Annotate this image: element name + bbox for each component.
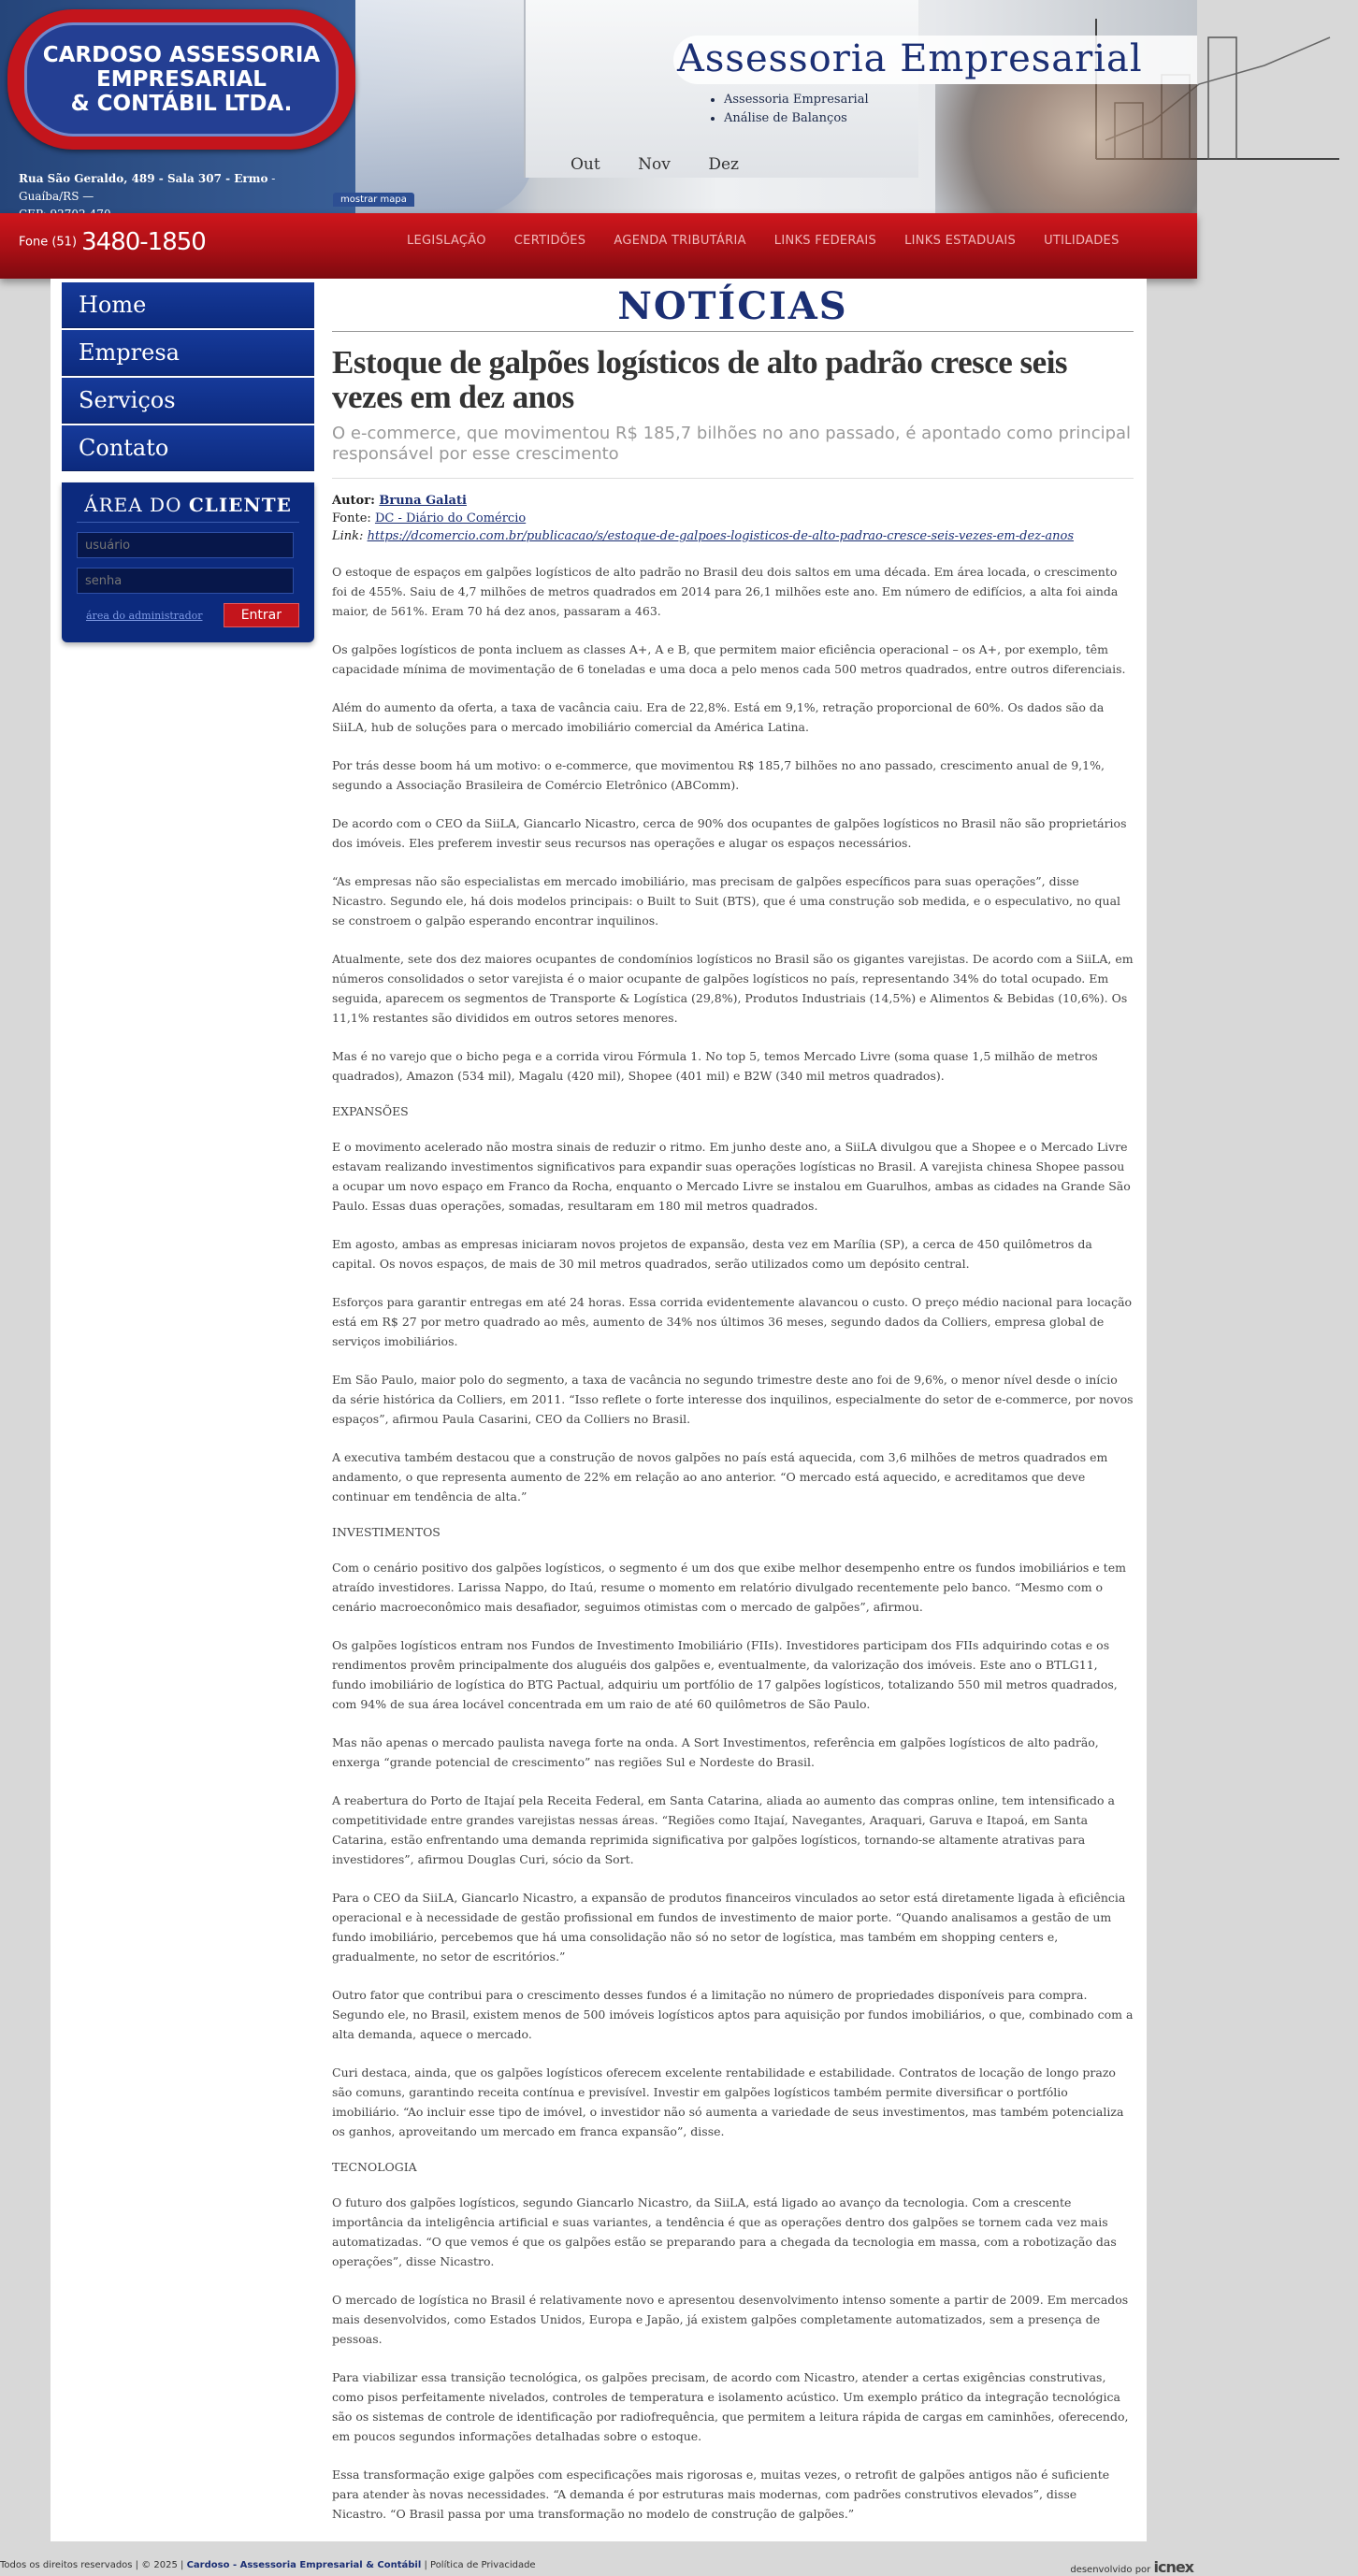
article-section-heading: INVESTIMENTOS [332,1525,441,1539]
article-paragraph: A reabertura do Porto de Itajaí pela Receita Federal, em Santa Catarina, aliada ao aumento das compras online, tem intensificado a competitividade entre grandes varejistas nessas áreas. “Regiões como Itajaí, Navegantes, Araquari, Garuva e Itapoá, em Santa Catarina, estão enfrentando uma demanda reprimida significativa por galpões logísticos, tornando-se altamente atrativas para investidores”, afirmou Douglas Curi, sócio da Sort. [332,1793,1116,1866]
phone-prefix: Fone (51) [19,235,78,250]
client-title-prefix: ÁREA DO [84,494,189,516]
article-section-heading: TECNOLOGIA [332,2160,417,2174]
address-city: - Guaíba/RS — [19,172,276,203]
section-title: NOTÍCIAS [332,282,1134,332]
footer-separator: | [421,2560,431,2570]
article-paragraph: “As empresas não são especialistas em mercado imobiliário, mas precisam de galpões específicos para suas operações”, disse Nicastro. Segundo ele, há dois modelos principais: o Built to Suit (BTS), que é uma construção sob medida, e o especulativo, no qual se constroem o galpão esperando encontrar inquilinos. [332,874,1121,928]
site-header [0,0,1197,213]
nav-legislacao[interactable]: LEGISLAÇÃO [407,234,486,248]
footer-rights: Todos os direitos reservados | © 2025 | [0,2560,187,2570]
article-paragraph: Outro fator que contribui para o crescimento desses fundos é a limitação no número de propriedades disponíveis para compra. Segundo ele, no Brasil, existem menos de 500 imóveis logísticos aptos para aquisição por fundos imobiliários, o que, combinado com a alta demanda, aquece o mercado. [332,1988,1134,2041]
whiteboard-labels [571,155,739,174]
article-meta [332,492,1134,545]
logo-inner [24,22,339,137]
nav-links-federais[interactable]: LINKS FEDERAIS [773,234,877,248]
footer-credit [1070,2558,1193,2576]
news-article [332,282,1134,2542]
article-paragraph: Em agosto, ambas as empresas iniciaram novos projetos de expansão, desta vez em Marília (SP), a cerca de 450 quilômetros da capital. Os novos espaços, de mais de 30 mil metros quadrados, serão utilizados como um depósito central. [332,1237,1092,1271]
article-paragraph: A executiva também destacou que a construção de novos galpões no país está aquecida, com 3,6 milhões de metros quadrados em andamento, o que representa aumento de 22% em relação ao ano anterior. “O mercado está aquecido, e acreditamos que deve continuar em tendência de alta.” [332,1450,1108,1504]
article-subhead: O e-commerce, que movimentou R$ 185,7 bilhões no ano passado, é apontado como principal responsável por esse crescimento [332,424,1134,479]
privacy-link[interactable]: Política de Privacidade [430,2560,536,2570]
client-area-title [77,494,299,523]
service-item: • Assessoria Empresarial [724,91,869,109]
link-label: Link: [332,529,368,543]
footer-left [0,2560,536,2570]
company-logo[interactable] [7,9,355,150]
article-paragraph: O estoque de espaços em galpões logísticos de alto padrão no Brasil deu dois saltos em uma década. Em área locada, o crescimento foi de 455%. Saiu de 4,7 milhões de metros quadrados em 2014 para 26,1 milhões este ano. Em número de edifícios, a alta foi ainda maior, de 561%. Eram 70 há dez anos, passaram a 463. [332,565,1119,618]
article-paragraph: Mas não apenas o mercado paulista navega forte na onda. A Sort Investimentos, referência em galpões logísticos de alto padrão, enxerga “grande potencial de crescimento” nas regiões Sul e Nordeste do Brasil. [332,1735,1099,1769]
header-photo-people [935,84,1197,213]
sidebar-item-contato[interactable]: Contato [62,425,314,471]
client-title-strong: CLIENTE [188,494,292,516]
article-paragraph: Para o CEO da SiiLA, Giancarlo Nicastro, a expansão de produtos financeiros vinculados ao setor está diretamente ligada à eficiência operacional e à necessidade de gestão profissional em fundos de investimento de maior porte. “Quando analisamos a gestão de um fundo imobiliário, percebemos que há uma consolidação não só no setor de logística, mas também em shopping centers e, gradualmente, no setor de escritórios.” [332,1891,1126,1964]
client-login-box [62,482,314,642]
source-link[interactable]: DC - Diário do Comércio [374,511,527,525]
nav-links-estaduais[interactable]: LINKS ESTADUAIS [904,234,1017,248]
footer-company: Cardoso - Assessoria Empresarial & Contábil [186,2560,422,2570]
article-paragraph: Os galpões logísticos de ponta incluem as classes A+, A e B, que permitem maior eficiência operacional – os A+, por exemplo, têm capacidade mínima de movimentação de 6 toneladas e uma doca a pelo menos cada 500 metros quadrados, entre outros diferenciais. [332,642,1126,676]
author-link[interactable]: Bruna Galati [379,494,467,508]
chart-label: Dez [708,155,739,174]
service-item: • Análise de Balanços [724,109,869,128]
source-line [332,510,1134,527]
article-headline: Estoque de galpões logísticos de alto padrão cresce seis vezes em dez anos [332,344,1068,415]
article-paragraph: Para viabilizar essa transição tecnológica, os galpões precisam, de acordo com Nicastro, atender a certas exigências construtivas, como pisos perfeitamente nivelados, controles de temperatura e isolamento acústico. Um exemplo prático da integração tecnológica são os sistemas de controle de identificação por radiofrequência, que permitem a leitura rápida de cargas em caminhões, oferecendo, em poucos segundos informações detalhadas sobre o estoque. [332,2370,1129,2443]
chart-label: Out [571,155,600,174]
article-paragraph: Os galpões logísticos entram nos Fundos de Investimento Imobiliário (FIIs). Investidores participam dos FIIs adquirindo cotas e os rendimentos provêm principalmente dos aluguéis dos galpões e, eventualmente, da valorização dos imóveis. Este ano o BTLG11, fundo imobiliário de logística do BTG Pactual, adquiriu um portfólio de 17 galpões logísticos, totalizando 550 mil metros quadrados, com 94% de sua área locável concentrada em um raio de até 60 quilômetros de São Paulo. [332,1638,1118,1711]
article-url-link[interactable]: https://dcomercio.com.br/publicacao/s/estoque-de-galpoes-logisticos-de-alto-padrao-cresce-seis-vezes-em-dez-anos [367,529,1074,543]
article-paragraph: Essa transformação exige galpões com especificações mais rigorosas e, muitas vezes, o retrofit de galpões antigos não é suficiente para atender às novas necessidades. “A demanda é por estruturas mais modernas, com padrões construtivos elevados”, disse Nicastro. “O Brasil passa por uma transformação no modelo de construção de galpões.” [332,2468,1110,2521]
article-paragraph: O mercado de logística no Brasil é relativamente novo e apresentou desenvolvimento intenso somente a partir de 2009. Em mercados mais desenvolvidos, como Estados Unidos, Europa e Japão, já existem galpões completamente automatizados, sem a presença de pessoas. [332,2293,1129,2346]
sidebar-item-empresa[interactable]: Empresa [62,330,314,376]
site-footer [0,2558,1197,2574]
address-street: Rua São Geraldo, 489 - Sala 307 - Ermo [19,172,268,185]
client-actions [77,603,299,627]
article-body [332,562,1134,2524]
article-section-heading: EXPANSÕES [332,1104,409,1118]
article-paragraph: E o movimento acelerado não mostra sinais de reduzir o ritmo. Em junho deste ano, a SiiLA divulgou que a Shopee e o Mercado Livre estavam realizando investimentos significativos para expandir suas operações logísticas no Brasil. A varejista chinesa Shopee passou a ocupar um novo espaço em Franco da Rocha, enquanto o Mercado Livre se instalou em Guarulhos, ambas as cidades na Grande São Paulo. Essas duas operações, somadas, resultaram em 180 mil metros quadrados. [332,1140,1131,1213]
site-tagline: Assessoria Empresarial [677,37,1143,80]
article-paragraph: Atualmente, sete dos dez maiores ocupantes de condomínios logísticos no Brasil são os gigantes varejistas. De acordo com a SiiLA, em números consolidados o setor varejista é o maior ocupante de galpões logísticos no país, representando 34% do total ocupado. Em seguida, aparecem os segmentos de Transporte & Logística (29,8%), Produtos Industriais (14,5%) e Alimentos & Bebidas (10,6%). Os 11,1% restantes são divididos em outros setores menores. [332,952,1134,1025]
phone-digits: 3480-1850 [81,228,206,256]
username-input[interactable] [77,532,294,558]
dev-brand-logo[interactable]: icnex [1153,2558,1193,2576]
sidebar-item-home[interactable]: Home [62,282,314,328]
top-navigation [393,234,1134,248]
article-paragraph: De acordo com o CEO da SiiLA, Giancarlo Nicastro, cerca de 90% dos ocupantes de galpões logísticos no Brasil não são proprietários dos imóveis. Eles preferem investir seus recursos nas operações e alugar os espaços necessários. [332,816,1127,850]
show-map-button[interactable]: mostrar mapa [333,193,414,207]
nav-certidoes[interactable]: CERTIDÕES [513,234,586,248]
nav-utilidades[interactable]: UTILIDADES [1044,234,1120,248]
author-label: Autor: [332,494,380,508]
admin-area-link[interactable]: área do administrador [86,609,203,622]
link-line [332,527,1134,545]
article-paragraph: Mas é no varejo que o bicho pega e a corrida virou Fórmula 1. No top 5, temos Mercado Livre (soma quase 1,5 milhão de metros quadrados), Amazon (534 mil), Magalu (420 mil), Shopee (401 mil) e B2W (340 mil metros quadrados). [332,1049,1098,1083]
header-whiteboard [524,0,918,178]
password-input[interactable] [77,568,294,594]
nav-agenda-tributaria[interactable]: AGENDA TRIBUTÁRIA [614,234,746,248]
article-paragraph: Com o cenário positivo dos galpões logísticos, o segmento é um dos que exibe melhor desempenho entre os fundos imobiliários e tem atraído investidores. Larissa Nappo, do Itaú, resume o momento em relatório divulgado recentemente pelo banco. “Mesmo com o cenário macroeconômico mais desafiador, seguimos otimistas com o mercado de galpões”, afirmou. [332,1561,1126,1614]
dev-label: desenvolvido por [1070,2565,1154,2575]
logo-text: CARDOSO ASSESSORIA EMPRESARIAL & CONTÁBIL LTDA. [42,43,321,116]
source-label: Fonte: [332,511,375,525]
article-paragraph: Esforços para garantir entregas em até 24 horas. Essa corrida evidentemente alavancou o custo. O preço médio nacional para locação está em R$ 27 por metro quadrado ao mês, aumento de 34% nos últimos 36 meses, segundo dados da Colliers, empresa global de serviços imobiliários. [332,1295,1133,1348]
chart-label: Nov [638,155,671,174]
article-paragraph: O futuro dos galpões logísticos, segundo Giancarlo Nicastro, da SiiLA, está ligado ao avanço da tecnologia. Com a crescente importância da inteligência artificial e suas variantes, a tendência é que as operações dentro dos galpões se tornem cada vez mais automatizadas. “O que vemos é que os galpões estão se preparando para a chegada da tecnologia em massa, com a robotização das operações”, disse Nicastro. [332,2195,1117,2268]
article-paragraph: Além do aumento da oferta, a taxa de vacância caiu. Era de 22,8%. Está em 9,1%, retração proporcional de 60%. Os dados são da SiiLA, hub de soluções para o mercado imobiliário comercial da América Latina. [332,700,1105,734]
login-button[interactable]: Entrar [224,603,299,627]
article-paragraph: Por trás desse boom há um motivo: o e-commerce, que movimentou R$ 185,7 bilhões no ano passado, crescimento anual de 9,1%, segundo a Associação Brasileira de Comércio Eletrônico (ABComm). [332,758,1105,792]
author-line [332,492,1134,510]
article-paragraph: Em São Paulo, maior polo do segmento, a taxa de vacância no segundo trimestre deste ano foi de 9,6%, o menor nível desde o início da série histórica da Colliers, em 2011. “Isso reflete o forte interesse dos inquilinos, especialmente do setor de e-commerce, por novos espaços”, afirmou Paula Casarini, CEO da Colliers no Brasil. [332,1373,1134,1426]
services-list [707,91,869,128]
header-photo-person [355,0,533,213]
sidebar [62,282,314,642]
phone-number [19,228,206,256]
sidebar-item-servicos[interactable]: Serviços [62,378,314,424]
article-paragraph: Curi destaca, ainda, que os galpões logísticos oferecem excelente rentabilidade e estabilidade. Contratos de locação de longo prazo são comuns, garantindo receita contínua e previsível. Investir em galpões logísticos também permite diversificar o portfólio imobiliário. “Ao incluir esse tipo de imóvel, o investidor não só aumenta a variedade de seus investimentos, mas também potencializa os ganhos, aproveitando um mercado em franca expansão”, disse. [332,2065,1124,2138]
